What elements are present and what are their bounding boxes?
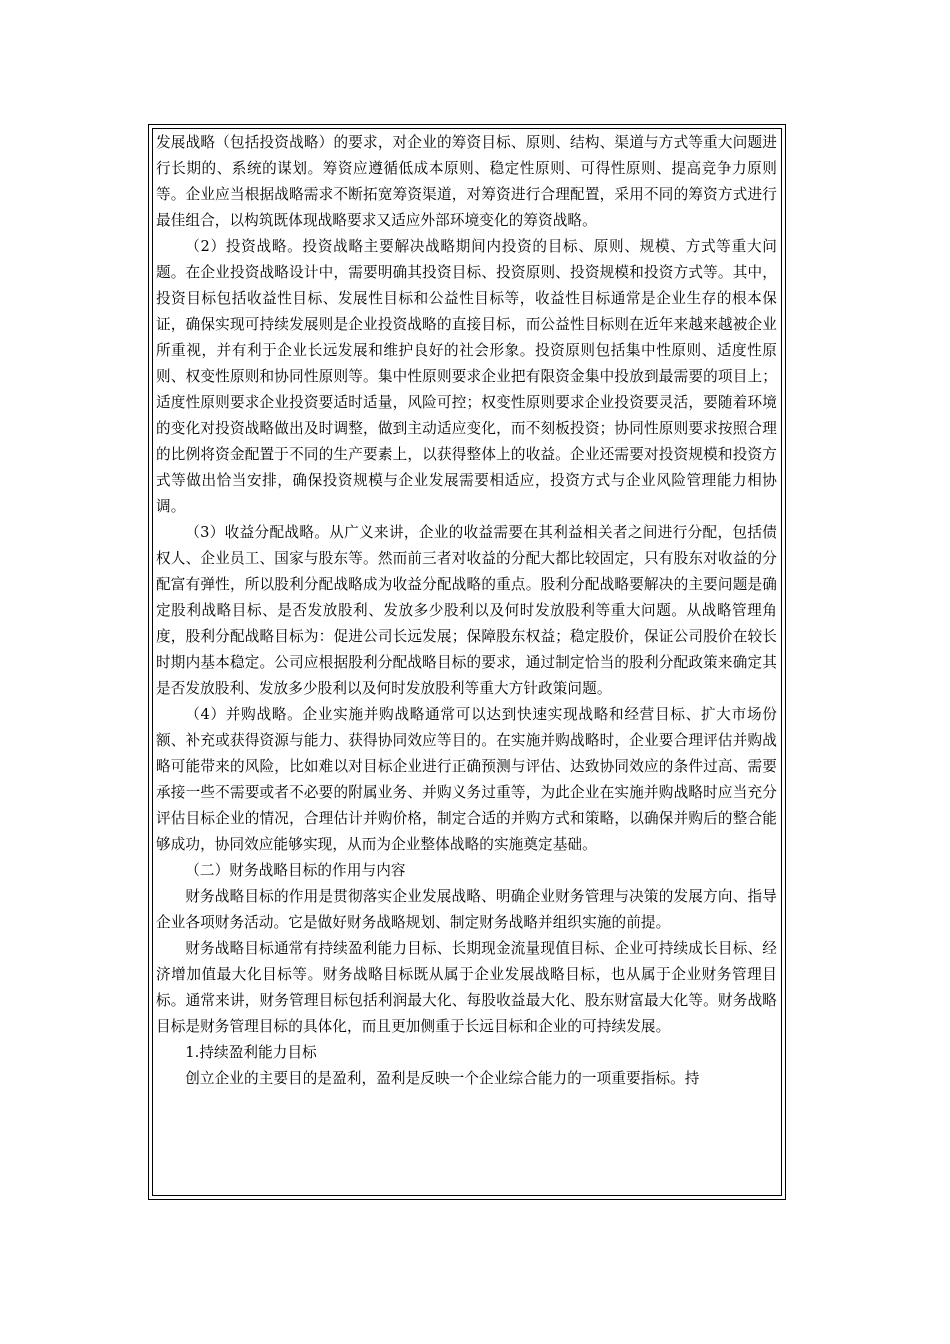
- paragraph-profitability-intro: 创立企业的主要目的是盈利，盈利是反映一个企业综合能力的一项重要指标。持: [185, 1070, 700, 1087]
- paragraph-income-distribution-strategy: （3）收益分配战略。从广义来讲，企业的收益需要在其利益相关者之间进行分配，包括债权人、企业员工、国家与股东等。然而前三者对收益的分配大都比较固定，只有股东对收益的分配富有弹性，所以股利分配战略成为收益分配战略的重点。股利分配战略要解决的主要问题是确定股利战略目标、是否发放股利、发放多少股利以及何时发放股利等重大问题。从战略管理角度，股利分配战略目标为：促进公司长远发展；保障股东权益；稳定股价，保证公司股价在较长时期内基本稳定。公司应根据股利分配战略目标的要求，通过制定恰当的股利分配政策来确定其是否发放股利、发放多少股利以及何时发放股利等重大方针政策问题。: [156, 524, 777, 697]
- paragraph-merger-strategy: （4）并购战略。企业实施并购战略通常可以达到快速实现战略和经营目标、扩大市场份额、补充或获得资源与能力、获得协同效应等目的。在实施并购战略时，企业要合理评估并购战略可能带来的风险，比如难以对目标企业进行正确预测与评估、达致协同效应的条件过高、需要承接一些不需要或者不必要的附属业务、并购义务过重等，为此企业在实施并购战略时应当充分评估目标企业的情况，合理估计并购价格，制定合适的并购方式和策略，以确保并购后的整合能够成功，协同效应能够实现，从而为企业整体战略的实施奠定基础。: [156, 706, 777, 853]
- paragraph-investment-strategy: （2）投资战略。投资战略主要解决战略期间内投资的目标、原则、规模、方式等重大问题。在企业投资战略设计中，需要明确其投资目标、投资原则、投资规模和投资方式等。其中，投资目标包括收益性目标、发展性目标和公益性目标等，收益性目标通常是企业生存的根本保证，确保实现可持续发展则是企业投资战略的直接目标，而公益性目标则在近年来越来越被企业所重视，并有利于企业长远发展和维护良好的社会形象。投资原则包括集中性原则、适度性原则、权变性原则和协同性原则等。集中性原则要求企业把有限资金集中投放到最需要的项目上；适度性原则要求企业投资要适时适量，风险可控；权变性原则要求企业投资要灵活，要随着环境的变化对投资战略做出及时调整，做到主动适应变化，而不刻板投资；协同性原则要求按照合理的比例将资金配置于不同的生产要素上，以获得整体上的收益。企业还需要对投资规模和投资方式等做出恰当安排，确保投资规模与企业发展需要相适应，投资方式与企业风险管理能力相协调。: [156, 238, 777, 515]
- document-body: [153, 129, 781, 1092]
- section-heading-financial-strategy-goals: （二）财务战略目标的作用与内容: [185, 862, 406, 879]
- paragraph-goal-role: 财务战略目标的作用是贯彻落实企业发展战略、明确企业财务管理与决策的发展方向、指导企业各项财务活动。它是做好财务战略规划、制定财务战略并组织实施的前提。: [156, 888, 777, 931]
- paragraph-goal-content: 财务战略目标通常有持续盈利能力目标、长期现金流量现值目标、企业可持续成长目标、经济增加值最大化目标等。财务战略目标既从属于企业发展战略目标，也从属于企业财务管理目标。通常来讲，财务管理目标包括利润最大化、每股收益最大化、股东财富最大化等。财务战略目标是财务管理目标的具体化，而且更加侧重于长远目标和企业的可持续发展。: [156, 940, 777, 1035]
- subheading-sustainable-profitability: 1.持续盈利能力目标: [185, 1044, 317, 1061]
- document-outer-border: [148, 124, 786, 1200]
- paragraph-financing-strategy-continued: 发展战略（包括投资战略）的要求，对企业的筹资目标、原则、结构、渠道与方式等重大问题进行长期的、系统的谋划。筹资应遵循低成本原则、稳定性原则、可得性原则、提高竞争力原则等。企业应当根据战略需求不断拓宽筹资渠道，对筹资进行合理配置，采用不同的筹资方式进行最佳组合，以构筑既体现战略要求又适应外部环境变化的筹资战略。: [156, 134, 777, 229]
- document-inner-border: [152, 128, 782, 1196]
